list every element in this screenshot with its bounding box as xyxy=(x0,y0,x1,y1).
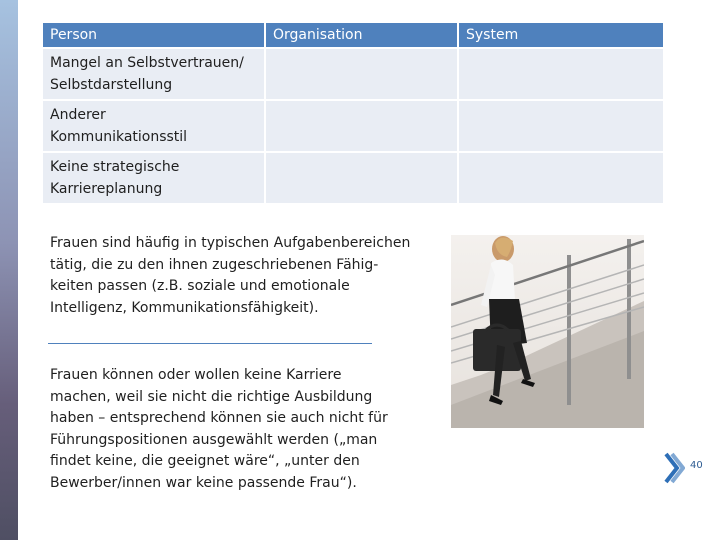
table-cell xyxy=(459,101,663,151)
header-system: System xyxy=(459,23,663,47)
table-cell xyxy=(266,101,457,151)
chevron-double-right-icon[interactable] xyxy=(663,451,685,485)
table-cell xyxy=(459,153,663,203)
header-organisation: Organisation xyxy=(266,23,457,47)
table-cell: Keine strategische Karriereplanung xyxy=(43,153,264,203)
left-decorative-bar xyxy=(0,0,18,540)
table-row xyxy=(43,101,663,151)
page-number: 40 xyxy=(690,460,703,471)
table-row xyxy=(43,49,663,99)
table-cell xyxy=(459,49,663,99)
table-cell: Mangel an Selbstvertrauen/ Selbstdarstellung xyxy=(43,49,264,99)
header-person: Person xyxy=(43,23,264,47)
barriers-table xyxy=(41,21,665,205)
table-cell xyxy=(266,153,457,203)
paragraph-task-areas: Frauen sind häufig in typischen Aufgabenbereichen tätig, die zu den ihnen zugeschriebenen Fähig- keiten passen (z.B. soziale und emotionale Intelligenz, Kommunikationsfähigkeit). xyxy=(50,235,411,316)
divider-line xyxy=(48,343,372,344)
woman-climbing-stairs-photo xyxy=(451,235,644,428)
paragraph-career-education: Frauen können oder wollen keine Karriere machen, weil sie nicht die richtige Ausbildung haben – entsprechend können sie auch nicht für Führungspositionen ausgewählt werden („man findet keine, die geeignet wäre“, „unter den Bewerber/innen war keine passende Frau“). xyxy=(50,367,388,491)
table-header-row xyxy=(43,23,663,47)
table-row xyxy=(43,153,663,203)
table-cell xyxy=(266,49,457,99)
table-cell: Anderer Kommunikationsstil xyxy=(43,101,264,151)
